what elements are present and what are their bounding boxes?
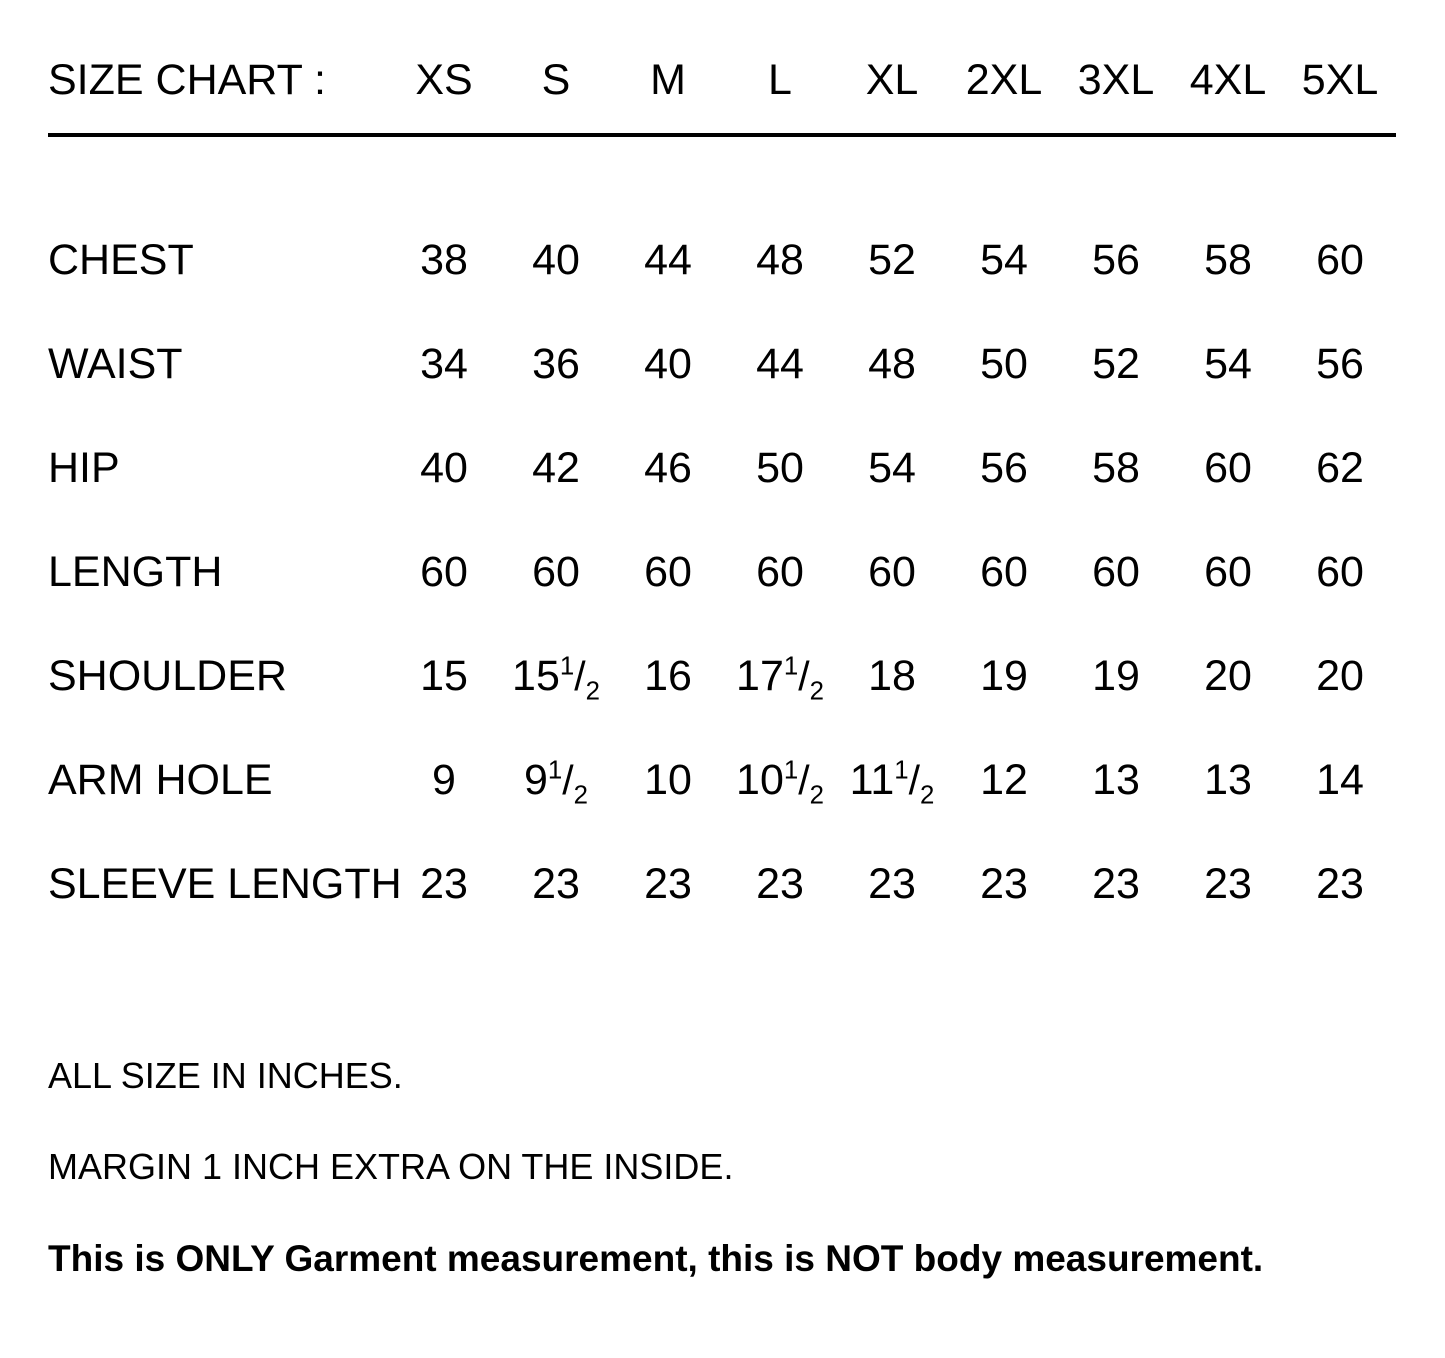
column-header-2xl: 2XL: [965, 55, 1043, 104]
cell-shoulder-3xl: [1060, 624, 1172, 728]
value-text: 13: [1204, 755, 1252, 804]
cell-length-5xl: [1284, 520, 1396, 624]
value-fraction: $^1/_2$: [783, 652, 824, 706]
cell-shoulder-5xl: [1284, 624, 1396, 728]
cell-chest-5xl: [1284, 208, 1396, 312]
cell-arm-hole-4xl: [1172, 728, 1284, 832]
value-text: 11: [849, 755, 895, 804]
horizontal-rule: [48, 133, 1396, 137]
value-text: 60: [1204, 443, 1252, 492]
cell-waist-5xl: [1284, 312, 1396, 416]
value-text: 50: [980, 339, 1028, 388]
cell-hip-s: [500, 416, 612, 520]
cell-chest-4xl: [1172, 208, 1284, 312]
cell-length-3xl: [1060, 520, 1172, 624]
page-title: SIZE CHART :: [48, 55, 326, 104]
column-header-xl: XL: [865, 55, 919, 104]
value-text: 60: [532, 547, 580, 596]
table-row: [48, 832, 1396, 936]
value-text: 10: [736, 755, 784, 804]
cell-shoulder-l: [724, 624, 836, 728]
cell-sleeve-length-2xl: [948, 832, 1060, 936]
cell-arm-hole-m: [612, 728, 724, 832]
cell-shoulder-s: [500, 624, 612, 728]
cell-length-l: [724, 520, 836, 624]
value-text: 44: [644, 235, 692, 284]
value-fraction: $^1/_2$: [894, 756, 935, 810]
value-text: 50: [756, 443, 804, 492]
cell-sleeve-length-3xl: [1060, 832, 1172, 936]
row-label-shoulder: SHOULDER: [48, 651, 287, 700]
cell-length-2xl: [948, 520, 1060, 624]
value-text: 58: [1204, 235, 1252, 284]
header-row: [48, 32, 1396, 128]
cell-waist-m: [612, 312, 724, 416]
cell-waist-2xl: [948, 312, 1060, 416]
value-text: 9: [524, 755, 548, 804]
value-text: 23: [532, 859, 580, 908]
cell-arm-hole-s: [500, 728, 612, 832]
cell-arm-hole-3xl: [1060, 728, 1172, 832]
value-text: 13: [1092, 755, 1140, 804]
cell-sleeve-length-4xl: [1172, 832, 1284, 936]
cell-hip-l: [724, 416, 836, 520]
value-text: 60: [1092, 547, 1140, 596]
table-body: [48, 208, 1396, 936]
cell-waist-xs: [388, 312, 500, 416]
value-text: 36: [532, 339, 580, 388]
row-label-sleeve-length: SLEEVE LENGTH: [48, 859, 402, 908]
value-text: 48: [756, 235, 804, 284]
value-text: 23: [980, 859, 1028, 908]
cell-hip-xl: [836, 416, 948, 520]
value-text: 40: [644, 339, 692, 388]
cell-length-xl: [836, 520, 948, 624]
cell-waist-l: [724, 312, 836, 416]
value-text: 19: [1092, 651, 1140, 700]
value-text: 44: [756, 339, 804, 388]
value-text: 46: [644, 443, 692, 492]
cell-shoulder-4xl: [1172, 624, 1284, 728]
cell-length-s: [500, 520, 612, 624]
value-text: 56: [980, 443, 1028, 492]
cell-waist-xl: [836, 312, 948, 416]
value-text: 60: [980, 547, 1028, 596]
column-header-3xl: 3XL: [1077, 55, 1155, 104]
value-text: 54: [868, 443, 916, 492]
cell-chest-l: [724, 208, 836, 312]
value-text: 23: [644, 859, 692, 908]
cell-waist-s: [500, 312, 612, 416]
value-text: 34: [420, 339, 468, 388]
column-header-5xl: 5XL: [1301, 55, 1379, 104]
cell-sleeve-length-s: [500, 832, 612, 936]
note-units: ALL SIZE IN INCHES.: [48, 1055, 403, 1096]
value-text: 60: [868, 547, 916, 596]
cell-sleeve-length-xs: [388, 832, 500, 936]
value-text: 23: [1204, 859, 1252, 908]
note-margin: MARGIN 1 INCH EXTRA ON THE INSIDE.: [48, 1146, 734, 1187]
cell-shoulder-xs: [388, 624, 500, 728]
size-chart-table: [48, 32, 1396, 936]
header-spacer-row: [48, 142, 1396, 208]
table-row: [48, 624, 1396, 728]
value-text: 60: [756, 547, 804, 596]
cell-shoulder-m: [612, 624, 724, 728]
cell-arm-hole-xl: [836, 728, 948, 832]
column-header-4xl: 4XL: [1189, 55, 1267, 104]
cell-sleeve-length-xl: [836, 832, 948, 936]
value-text: 56: [1316, 339, 1364, 388]
value-text: 60: [644, 547, 692, 596]
header-divider-cell: [48, 128, 1396, 142]
header-divider-row: [48, 128, 1396, 142]
value-text: 14: [1316, 755, 1364, 804]
cell-hip-5xl: [1284, 416, 1396, 520]
cell-hip-xs: [388, 416, 500, 520]
cell-length-m: [612, 520, 724, 624]
value-text: 12: [980, 755, 1028, 804]
cell-sleeve-length-l: [724, 832, 836, 936]
table-row: [48, 208, 1396, 312]
row-label-chest: CHEST: [48, 235, 194, 284]
header-spacer-cell: [48, 142, 1396, 208]
value-text: 23: [868, 859, 916, 908]
value-text: 62: [1316, 443, 1364, 492]
value-text: 54: [980, 235, 1028, 284]
cell-sleeve-length-5xl: [1284, 832, 1396, 936]
cell-chest-xs: [388, 208, 500, 312]
value-text: 54: [1204, 339, 1252, 388]
value-text: 23: [1316, 859, 1364, 908]
value-text: 16: [644, 651, 692, 700]
cell-waist-4xl: [1172, 312, 1284, 416]
value-text: 56: [1092, 235, 1140, 284]
value-text: 60: [420, 547, 468, 596]
table-row: [48, 312, 1396, 416]
cell-chest-s: [500, 208, 612, 312]
table-head: [48, 32, 1396, 208]
cell-arm-hole-5xl: [1284, 728, 1396, 832]
value-text: 23: [420, 859, 468, 908]
value-text: 60: [1204, 547, 1252, 596]
cell-hip-m: [612, 416, 724, 520]
cell-hip-2xl: [948, 416, 1060, 520]
cell-arm-hole-2xl: [948, 728, 1060, 832]
value-text: 17: [736, 651, 784, 700]
table-row: [48, 520, 1396, 624]
value-text: 38: [420, 235, 468, 284]
column-header-m: M: [650, 55, 686, 104]
value-text: 18: [868, 651, 916, 700]
table-row: [48, 416, 1396, 520]
cell-hip-3xl: [1060, 416, 1172, 520]
value-text: 19: [980, 651, 1028, 700]
cell-hip-4xl: [1172, 416, 1284, 520]
row-label-hip: HIP: [48, 443, 120, 492]
value-text: 10: [644, 755, 692, 804]
table-row: [48, 728, 1396, 832]
value-text: 15: [512, 651, 560, 700]
cell-waist-3xl: [1060, 312, 1172, 416]
cell-arm-hole-xs: [388, 728, 500, 832]
value-text: 20: [1316, 651, 1364, 700]
value-text: 52: [1092, 339, 1140, 388]
cell-arm-hole-l: [724, 728, 836, 832]
value-text: 23: [1092, 859, 1140, 908]
cell-length-xs: [388, 520, 500, 624]
cell-length-4xl: [1172, 520, 1284, 624]
cell-shoulder-2xl: [948, 624, 1060, 728]
value-text: 52: [868, 235, 916, 284]
row-label-length: LENGTH: [48, 547, 223, 596]
value-text: 42: [532, 443, 580, 492]
value-fraction: $^1/_2$: [547, 756, 588, 810]
column-header-l: L: [768, 55, 792, 104]
column-header-xs: XS: [415, 55, 473, 104]
value-text: 20: [1204, 651, 1252, 700]
cell-chest-3xl: [1060, 208, 1172, 312]
value-fraction: $^1/_2$: [783, 756, 824, 810]
cell-chest-m: [612, 208, 724, 312]
value-text: 40: [420, 443, 468, 492]
value-text: 15: [420, 651, 468, 700]
cell-sleeve-length-m: [612, 832, 724, 936]
value-text: 48: [868, 339, 916, 388]
row-label-arm-hole: ARM HOLE: [48, 755, 273, 804]
cell-chest-xl: [836, 208, 948, 312]
value-text: 9: [432, 755, 456, 804]
value-text: 60: [1316, 235, 1364, 284]
cell-chest-2xl: [948, 208, 1060, 312]
row-label-waist: WAIST: [48, 339, 183, 388]
value-text: 60: [1316, 547, 1364, 596]
note-disclaimer: This is ONLY Garment measurement, this is NOT body measurement.: [48, 1238, 1264, 1279]
value-fraction: $^1/_2$: [559, 652, 600, 706]
value-text: 58: [1092, 443, 1140, 492]
column-header-s: S: [541, 55, 571, 104]
value-text: 23: [756, 859, 804, 908]
cell-shoulder-xl: [836, 624, 948, 728]
notes-section: [48, 1055, 1398, 1279]
value-text: 40: [532, 235, 580, 284]
